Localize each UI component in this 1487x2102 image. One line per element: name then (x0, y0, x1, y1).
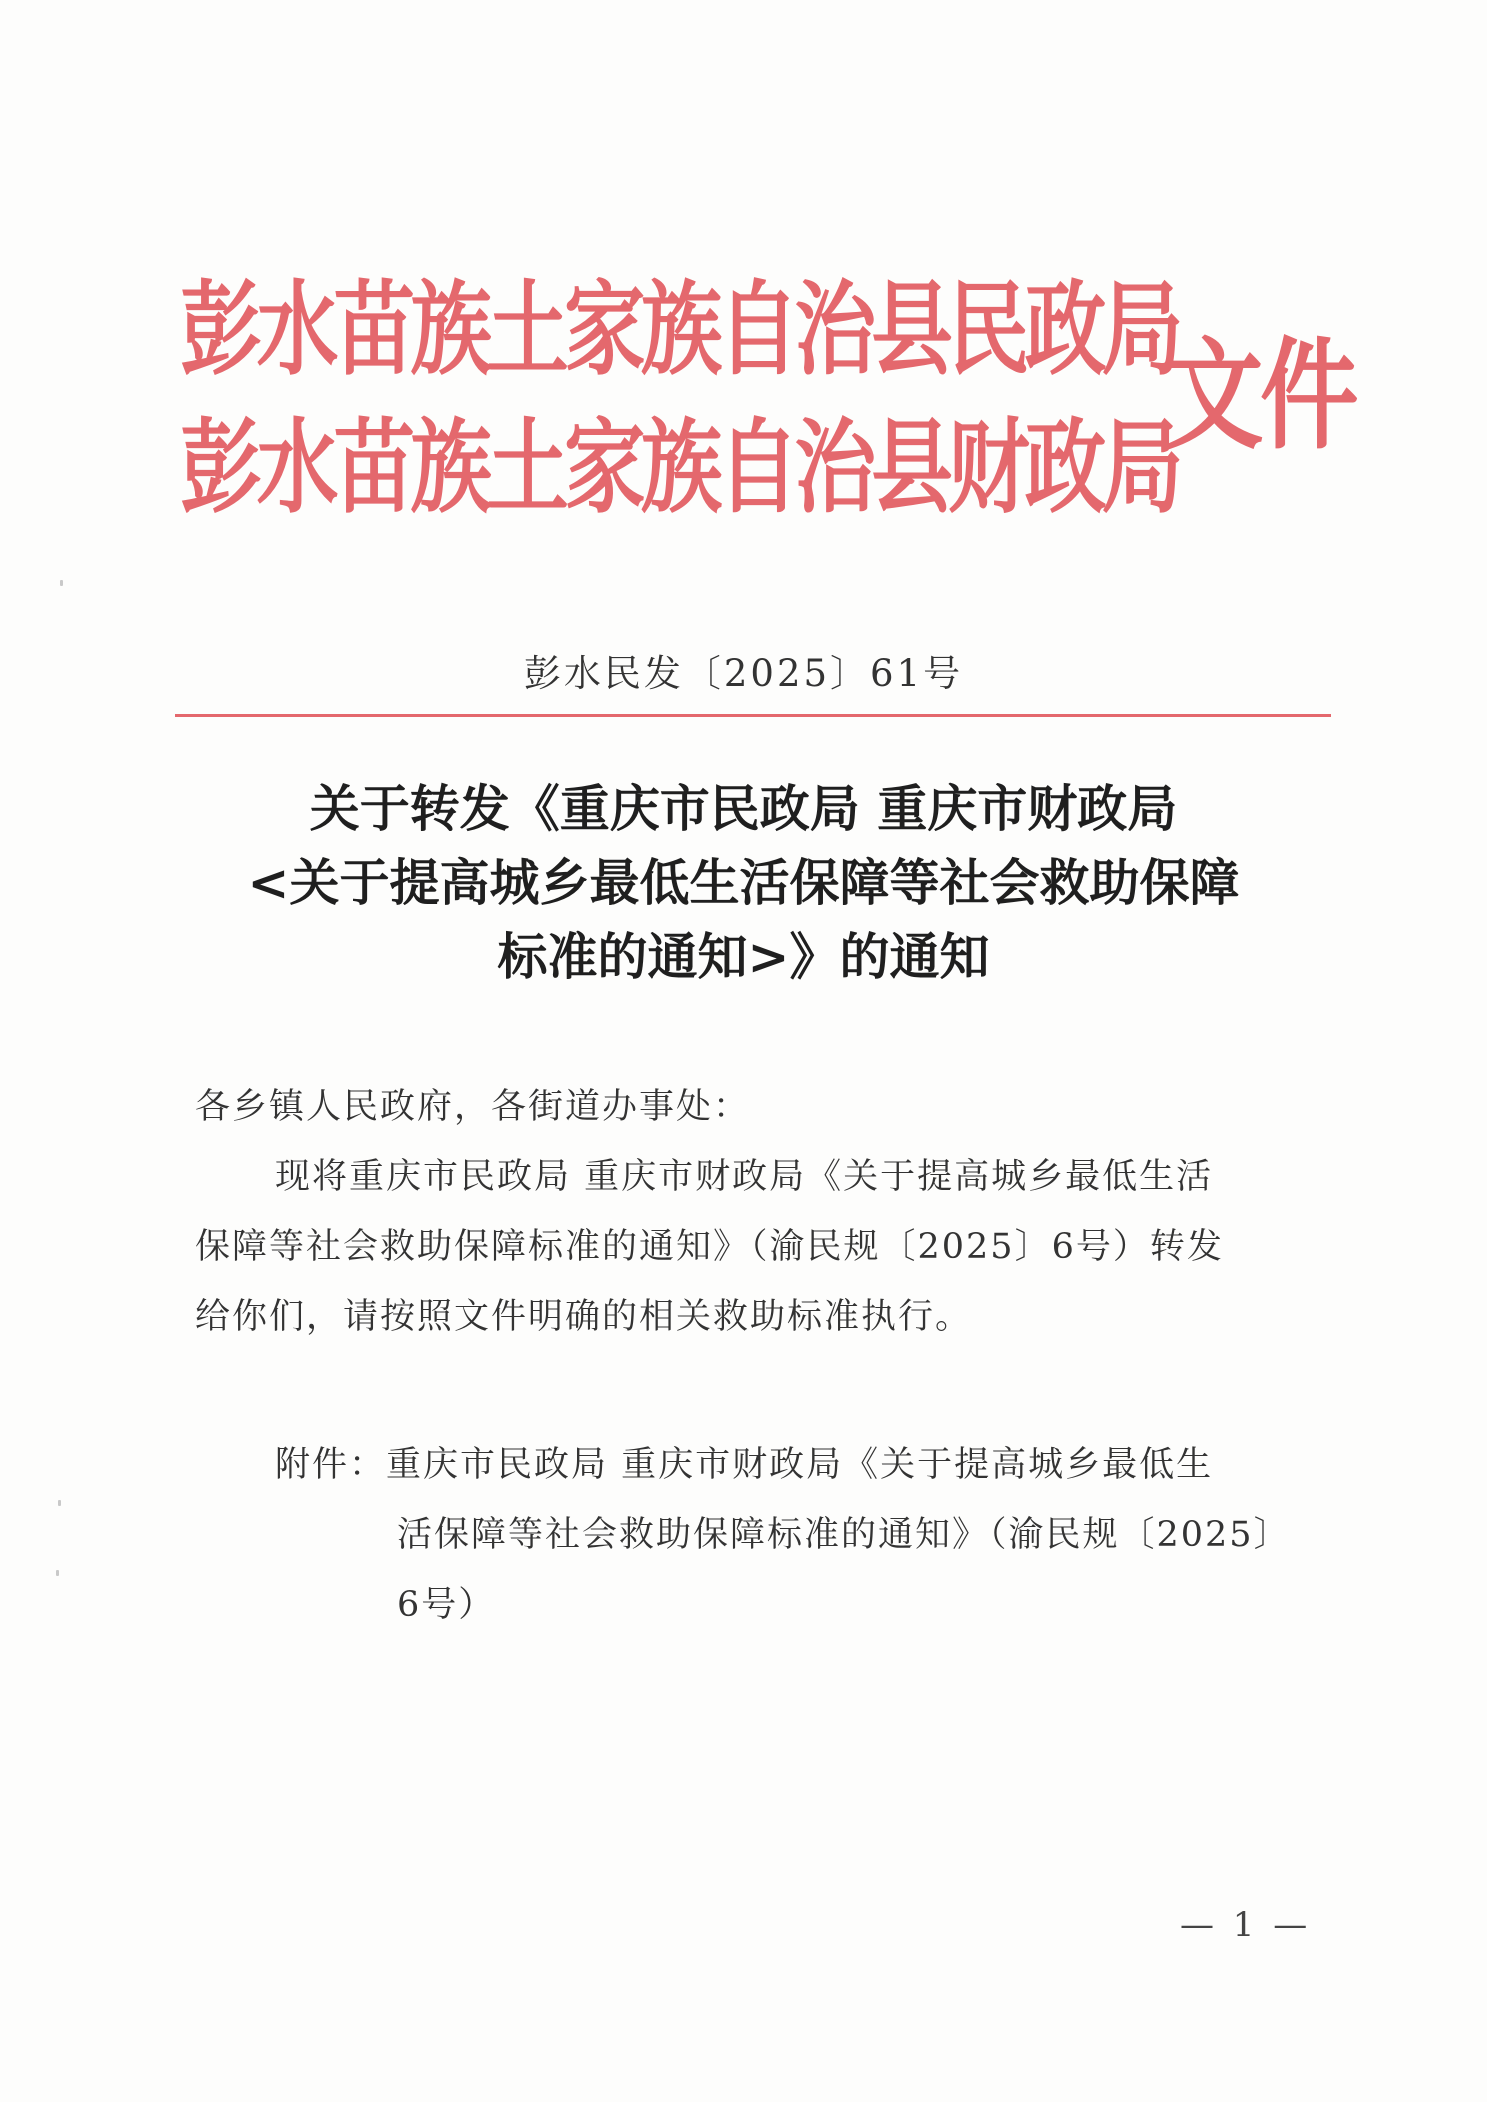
salutation: 各乡镇人民政府，各街道办事处： (195, 1087, 751, 1127)
document-body (195, 1072, 1305, 1352)
document-number: 彭水民发〔2025〕61号 (523, 652, 964, 695)
paragraph-line: 保障等社会救助保障标准的通知》（渝民规〔2025〕6号）转发 (195, 1227, 1224, 1267)
title-line: 标准的通知>》的通知 (497, 927, 990, 986)
attachment-line: 活保障等社会救助保障标准的通知》（渝民规〔2025〕 (397, 1515, 1291, 1555)
attachment-line: 附件：重庆市民政局 重庆市财政局《关于提高城乡最低生 (275, 1445, 1214, 1485)
letterhead-org-finance: 彭水苗族土家族自治县财政局 (180, 409, 1179, 528)
letterhead-orgs (180, 262, 1179, 538)
title-line: 关于转发《重庆市民政局 重庆市财政局 (309, 779, 1178, 838)
scan-speck (56, 1570, 59, 1576)
scan-speck (60, 580, 63, 586)
paragraph-line: 现将重庆市民政局 重庆市财政局《关于提高城乡最低生活 (275, 1157, 1214, 1197)
letterhead (180, 262, 1356, 562)
title-line: <关于提高城乡最低生活保障等社会救助保障 (247, 853, 1240, 912)
letterhead-suffix: 文件 (1165, 327, 1356, 466)
paragraph-line: 给你们，请按照文件明确的相关救助标准执行。 (195, 1297, 973, 1337)
page-number: — 1 — (1180, 1905, 1312, 1945)
red-divider (175, 714, 1331, 717)
attachment-line: 6号） (397, 1585, 496, 1625)
attachment-note (275, 1430, 1335, 1640)
document-title (180, 772, 1307, 994)
letterhead-org-civil-affairs: 彭水苗族土家族自治县民政局 (180, 271, 1179, 390)
scan-speck (58, 1500, 61, 1506)
